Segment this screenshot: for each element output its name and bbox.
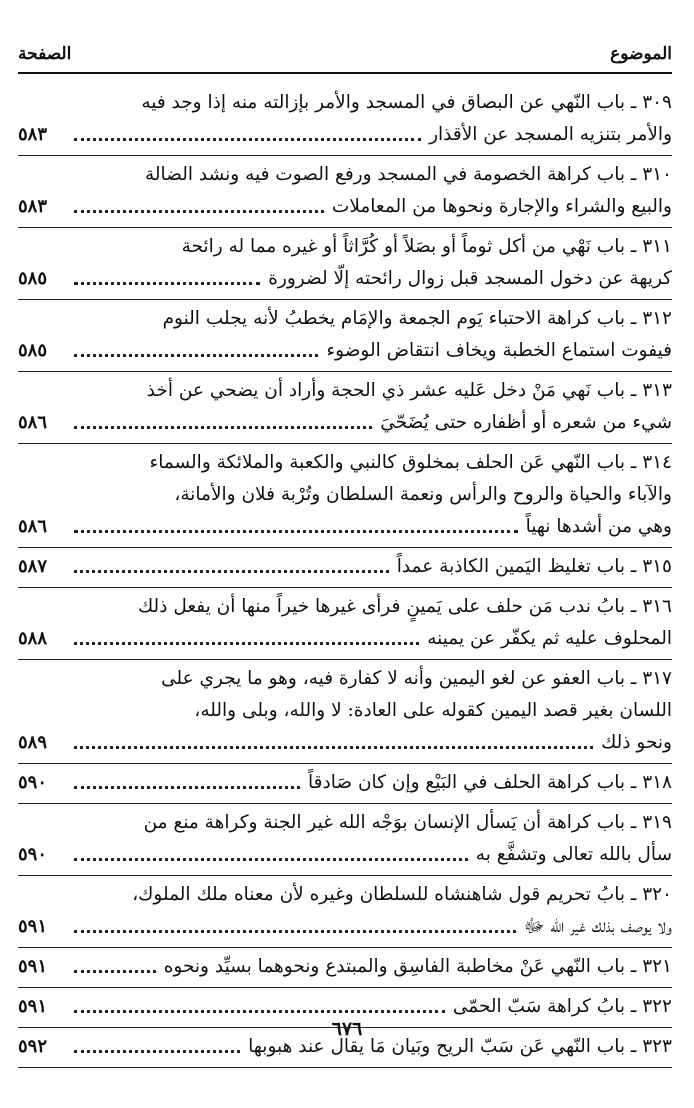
- toc-entry-line: [18, 263, 672, 295]
- toc-entry-text: ٣١٩ ـ باب كراهة أن يَسأل الإنسان بوَجْه الله غير الجنة وكراهة منع من: [143, 812, 672, 833]
- dot-leader: [74, 786, 300, 789]
- dot-leader: [74, 530, 518, 533]
- toc-entry-line: [18, 951, 672, 983]
- dot-leader: [74, 858, 468, 861]
- toc-entry-text: ولا يوصف بذلك غير الله ﷻ: [523, 916, 672, 937]
- toc-entry-text: ٣١١ ـ باب نَهْي من أكل ثوماً أو بصَلاً أو كُرَّاثاً أو غيره مما له رائحة: [181, 236, 672, 257]
- header-rule: [18, 72, 672, 74]
- toc-entry-text: ٣١٧ ـ باب العفو عن لغو اليمين وأنه لا كفارة فيه، وهو ما يجري على: [161, 668, 672, 689]
- toc-entry-line: [18, 159, 672, 191]
- toc-header: [18, 44, 672, 74]
- toc-entry-page: ٥٨٨: [18, 628, 48, 649]
- toc-entry-text: ٣١٥ ـ باب تغليظ اليَمين الكاذبة عمداً: [396, 556, 672, 577]
- toc-entry-line: [18, 663, 672, 695]
- toc-entry-text: والآباء والحياة والروح والرأس ونعمة السلطان وتُرْبة فلان والأمانة،: [174, 484, 672, 505]
- toc-entry-line: [18, 231, 672, 263]
- toc-entry: [18, 156, 672, 228]
- toc-entry-line: [18, 551, 672, 583]
- toc-entry-page: ٥٨٥: [18, 340, 48, 361]
- toc-entry-line: [18, 623, 672, 655]
- subject-column-label: الموضوع: [610, 44, 672, 64]
- toc-entry-text: والبيع والشراء والإجارة ونحوها من المعاملات: [331, 196, 672, 217]
- toc-entry-text: ٣١٣ ـ باب نَهي مَنْ دخل عَليه عشر ذي الحجة وأراد أن يضحي عن أخذ: [146, 380, 672, 401]
- toc-entry-line: [18, 695, 672, 727]
- toc-entry-text: ٣١٨ ـ باب كراهة الحلف في البَيْع وإن كان صَادقاً: [308, 772, 672, 793]
- toc-entry-page: ٥٩١: [18, 956, 48, 977]
- toc-entry-line: [18, 807, 672, 839]
- toc-entry-text: المحلوف عليه ثم يكفّر عن يمينه: [427, 628, 672, 649]
- toc-entry-line: [18, 335, 672, 367]
- toc-entry-text: شيء من شعره أو أظفاره حتى يُضَحّيَ: [380, 412, 672, 433]
- toc-entry-page: ٥٩٢: [18, 1036, 48, 1057]
- toc-entry-line: [18, 767, 672, 799]
- toc-entries: [18, 84, 672, 1068]
- toc-entry-page: ٥٩٠: [18, 772, 48, 793]
- dot-leader: [74, 930, 516, 933]
- toc-entry-line: [18, 191, 672, 223]
- toc-entry-line: [18, 879, 672, 911]
- toc-entry-text: ٣١٢ ـ باب كراهة الاحتباء يَوم الجمعة والإمَام يخطبُ لأنه يجلب النوم: [162, 308, 672, 329]
- toc-entry-line: [18, 407, 672, 439]
- dot-leader: [74, 970, 156, 973]
- dot-leader: [74, 642, 419, 645]
- toc-entry: [18, 764, 672, 804]
- toc-entry-line: [18, 591, 672, 623]
- toc-entry-line: [18, 87, 672, 119]
- toc-entry: [18, 372, 672, 444]
- toc-entry: [18, 84, 672, 156]
- toc-entry-line: [18, 479, 672, 511]
- toc-entry-text: فيفوت استماع الخطبة ويخاف انتقاض الوضوء: [326, 340, 672, 361]
- dot-leader: [74, 354, 318, 357]
- toc-entry-page: ٥٨٦: [18, 516, 48, 537]
- toc-entry-text: والأمر بتنزيه المسجد عن الأقذار: [429, 124, 672, 145]
- toc-entry-page: ٥٨٥: [18, 268, 48, 289]
- dot-leader: [74, 746, 593, 749]
- page-number: ٦٧٦: [331, 1018, 363, 1040]
- dot-leader: [74, 210, 324, 213]
- toc-entry-text: ٣٠٩ ـ باب النّهي عن البصاق في المسجد والأمر بإزالته منه إذا وجد فيه: [141, 92, 672, 113]
- toc-entry-line: [18, 839, 672, 871]
- toc-entry-text: ٣١٤ ـ باب النّهي عَن الحلف بمخلوق كالنبي والكعبة والملائكة والسماء: [149, 452, 672, 473]
- dot-leader: [74, 570, 389, 573]
- page-column-label: الصفحة: [18, 44, 72, 64]
- toc-entry-line: [18, 911, 672, 943]
- toc-entry-text: وهي من أشدها نهياً: [525, 516, 672, 537]
- toc-entry-page: ٥٩٠: [18, 844, 48, 865]
- toc-entry-text: ٣١٦ ـ بابُ ندب مَن حلف على يَمينٍ فرأى غيرها خيراً منها أن يفعل ذلك: [137, 596, 672, 617]
- toc-entry-text: كريهة عن دخول المسجد قبل زوال رائحته إلّا لضرورة: [268, 268, 672, 289]
- toc-entry-text: اللسان بغير قصد اليمين كقوله على العادة: لا والله، وبلى والله،: [194, 700, 672, 721]
- toc-entry-page: ٥٨٣: [18, 196, 48, 217]
- toc-entry-text: سأل بالله تعالى وتشفَّع به: [475, 844, 672, 865]
- toc-entry: [18, 876, 672, 948]
- dot-leader: [74, 1010, 445, 1013]
- toc-entry-text: ونحو ذلك: [601, 732, 672, 753]
- toc-entry: [18, 660, 672, 764]
- toc-entry-page: ٥٨٣: [18, 124, 48, 145]
- dot-leader: [74, 282, 260, 285]
- dot-leader: [74, 138, 421, 141]
- toc-entry-text: ٣٢١ ـ باب النّهي عَنْ مخاطبة الفاسِق والمبتدع ونحوهما بسيِّد ونحوه: [163, 956, 672, 977]
- toc-entry: [18, 548, 672, 588]
- toc-entry-page: ٥٩١: [18, 916, 48, 937]
- toc-entry: [18, 444, 672, 548]
- toc-entry-text: ٣١٠ ـ باب كراهة الخصومة في المسجد ورفع الصوت فيه ونشد الضالة: [145, 164, 672, 185]
- toc-entry-line: [18, 511, 672, 543]
- toc-entry-page: ٥٩١: [18, 996, 48, 1017]
- toc-entry: [18, 804, 672, 876]
- toc-entry-line: [18, 119, 672, 151]
- toc-entry-line: [18, 303, 672, 335]
- toc-entry: [18, 588, 672, 660]
- toc-entry: [18, 948, 672, 988]
- toc-entry: [18, 300, 672, 372]
- toc-entry-line: [18, 447, 672, 479]
- toc-entry-page: ٥٨٩: [18, 732, 48, 753]
- dot-leader: [74, 1050, 240, 1053]
- toc-entry-page: ٥٨٧: [18, 556, 48, 577]
- dot-leader: [74, 426, 372, 429]
- toc-entry-page: ٥٨٦: [18, 412, 48, 433]
- toc-entry-text: ٣٢٠ ـ بابُ تحريم قول شاهنشاه للسلطان وغيره لأن معناه ملك الملوك،: [132, 884, 672, 905]
- toc-entry-line: [18, 375, 672, 407]
- toc-entry-text: ٣٢٣ ـ باب النّهي عَن سَبّ الريح وبَيان مَا يقال عند هبوبها: [248, 1036, 672, 1057]
- toc-entry-line: [18, 727, 672, 759]
- toc-entry: [18, 228, 672, 300]
- toc-entry-text: ٣٢٢ ـ بابُ كراهة سَبّ الحمّى: [452, 996, 672, 1017]
